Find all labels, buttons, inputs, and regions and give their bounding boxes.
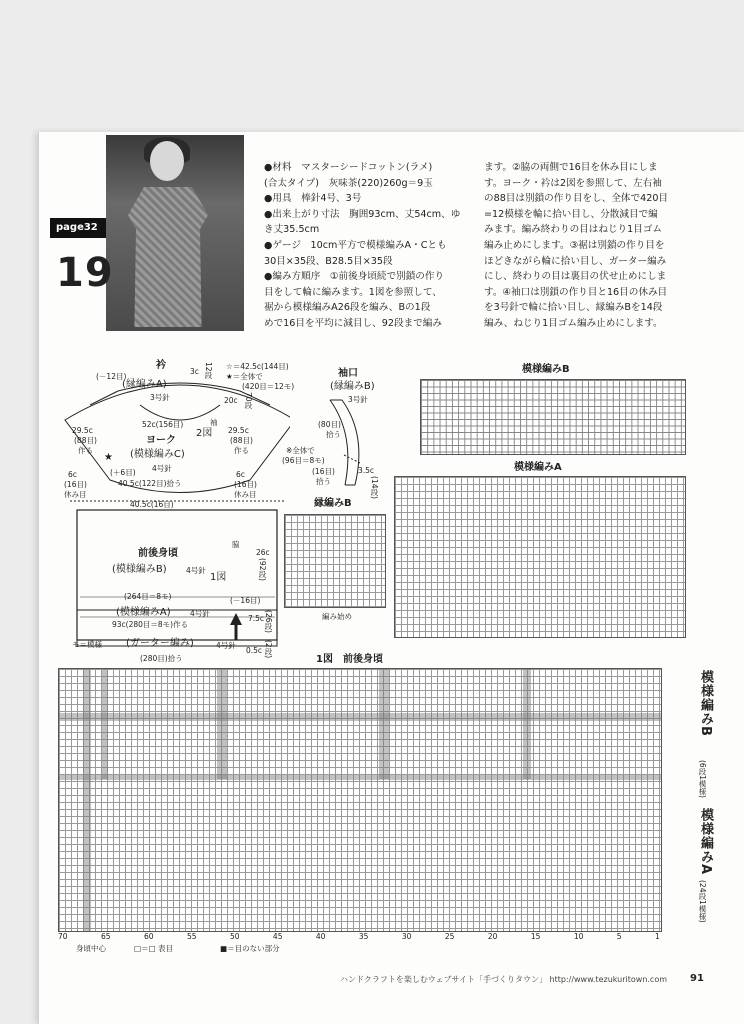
description-line: す。④袖口は別鎖の作り目と16目の休み目: [484, 286, 668, 298]
body-bottom-width: 93c(280目＝8モ)作る: [112, 620, 189, 629]
pick-122: 40.5c(122目)拾う: [118, 479, 182, 488]
side-mark: 脇: [232, 540, 240, 549]
main-chart-grid: [58, 668, 662, 932]
left-width3: 作る: [78, 446, 93, 455]
zero5: 0.5c: [246, 646, 263, 655]
patA-label: (模様編みA): [116, 607, 171, 618]
sleeve-rest: (16目): [312, 467, 335, 476]
right-width3: 作る: [234, 446, 249, 455]
x-tick: 60: [143, 932, 154, 941]
knit-top: [128, 187, 208, 327]
x-tick: 20: [487, 932, 498, 941]
description-line: =12模様を輪に拾い目し、分散減目で編: [484, 208, 658, 220]
moyou-legend: モ＝模様: [72, 640, 102, 649]
sleeve-title: 袖口: [338, 368, 358, 379]
x-tick: 35: [358, 932, 369, 941]
sleeve-width: 3.5c: [358, 466, 375, 475]
description-line: き丈35.5cm: [264, 224, 320, 236]
page-number: 91: [690, 973, 704, 984]
description-line: す。ヨーク・衿は2図を参照して、左右袖: [484, 177, 662, 189]
yoke-needle: 4号針: [152, 464, 172, 473]
body-height: 26c: [256, 548, 270, 557]
separator-row: [59, 775, 661, 780]
description-line: 30目×35段、B28.5目×35段: [264, 255, 393, 267]
sleeve-needle: 3号針: [348, 395, 368, 404]
star-note: ☆＝42.5c(144目): [226, 362, 289, 371]
description-line: みます。編み終わりの目はねじり1目ゴム: [484, 224, 663, 236]
body-sub: (模様編みB): [112, 564, 167, 575]
x-ticks: [58, 932, 660, 941]
pattern-number: 19: [56, 250, 114, 296]
plus6: (＋6目): [110, 468, 136, 477]
no-stitch-column: [102, 669, 108, 779]
right-label-b: 模様編みB: [698, 670, 713, 737]
left-width: 29.5c: [72, 426, 93, 435]
description-line: ●出来上がり寸法 胸囲93cm、丈54cm、ゆ: [264, 208, 461, 220]
right-label-b-sub: (6段1模様): [698, 760, 707, 798]
yoke-sub: (模様編みC): [130, 449, 185, 460]
model-photo: [106, 135, 244, 331]
body-needle: 4号針: [186, 566, 206, 575]
star2-note2: (420目＝12モ): [242, 382, 295, 391]
x-tick: 5: [616, 932, 622, 941]
collar-dec: (－12目): [96, 372, 127, 381]
sleeve-rest2: 拾う: [316, 477, 331, 486]
right-rest2: (16目): [234, 480, 257, 489]
seven5-rows: (26段): [264, 610, 273, 633]
description-col1: [264, 160, 460, 332]
description-line: 編み、ねじり1目ゴム編み止めにします。: [484, 317, 663, 329]
pattern-b-chart: [420, 379, 686, 455]
sleeve-note2: (96目＝8モ): [282, 456, 325, 465]
seven5: 7.5c: [248, 614, 265, 623]
sleeve-rows: (14段): [370, 476, 379, 499]
center-label: 身頃中心: [76, 944, 106, 953]
description-line: ●用具 棒針4号、3号: [264, 193, 362, 205]
main-chart-title: 1図 前後身頃: [316, 654, 383, 665]
sleeve-pick2: 拾う: [326, 430, 341, 439]
legend-nostitch: ■＝目のない部分: [220, 944, 280, 953]
page-tag-label: page32: [56, 222, 98, 233]
no-stitch-column: [217, 669, 227, 779]
twelve-rows: 12段: [204, 362, 213, 380]
star2-note: ★＝全体で: [226, 372, 263, 381]
right-rest: 6c: [236, 470, 245, 479]
sleeve-note: ※全体で: [286, 446, 315, 455]
description-line: ほどきながら輪に拾い目し、ガーター編み: [484, 255, 667, 267]
left-rest2: (16目): [64, 480, 87, 489]
edge-b-title: 縁編みB: [314, 498, 352, 509]
right-label-a: 模様編みA: [698, 808, 713, 876]
description-line: ●材料 マスターシードコットン(ラメ): [264, 162, 433, 173]
separator-row: [59, 713, 661, 721]
no-stitch-column: [523, 669, 531, 779]
x-tick: 10: [573, 932, 584, 941]
left-width2: (88目): [74, 436, 97, 445]
description-line: 目をして輪に編みます。1図を参照して、: [264, 286, 442, 298]
x-tick: 25: [444, 932, 455, 941]
x-tick: 1: [655, 932, 660, 941]
garter-pick: (280目)拾う: [140, 654, 183, 663]
x-tick: 30: [401, 932, 412, 941]
right-rest3: 休み目: [234, 490, 257, 499]
page-tag: [50, 218, 106, 238]
pattern-a-chart: [394, 476, 686, 638]
x-tick: 45: [272, 932, 283, 941]
description-line: (合太タイプ) 灰味茶(220)260g＝9玉: [264, 177, 433, 189]
star-mark: ★: [104, 452, 113, 463]
no-stitch-column: [83, 669, 91, 931]
description-line: ●編み方順序 ①前後身頃続で別鎖の作り: [264, 271, 445, 283]
sleeve-sub: (縁編みB): [330, 381, 375, 392]
x-tick: 50: [229, 932, 240, 941]
description-line: を3号針で輪に拾い目し、縁編みBを14段: [484, 302, 663, 314]
right-width2: (88目): [230, 436, 253, 445]
pattern-a-title: 模様編みA: [514, 462, 562, 473]
body-title: 前後身頃: [138, 548, 178, 559]
patA-needle: 4号針: [190, 609, 210, 618]
x-tick: 55: [186, 932, 197, 941]
left-rest3: 休み目: [64, 490, 87, 499]
garter-needle: 4号針: [216, 641, 236, 650]
description-line: ます。②脇の両側で16目を休み目にしま: [484, 162, 658, 173]
sleeve-mark: 袖: [210, 418, 218, 427]
body-dec: (－16目): [230, 596, 261, 605]
face: [150, 141, 184, 181]
no-stitch-column: [379, 669, 389, 779]
description-line: 裾から模様編みA26段を編み、Bの1段: [264, 302, 431, 314]
three-c: 3c: [190, 367, 199, 376]
description-line: 編み止めにします。③裾は別鎖の作り目を: [484, 239, 665, 251]
description-line: めで16目を平均に減目し、92段まで編み: [264, 317, 442, 329]
description-line: にし、終わりの目は裏目の伏せ止めにしま: [484, 271, 667, 283]
footer-text: ハンドクラフトを楽しむウェブサイト「手づくりタウン」 http://www.tezukuritown.com: [340, 975, 668, 984]
edge-b-chart: [284, 514, 386, 608]
x-tick: 65: [100, 932, 111, 941]
fig1-label: 1図: [210, 572, 227, 583]
fig2-label: 2図: [196, 428, 213, 439]
right-width: 29.5c: [228, 426, 249, 435]
garter-label: (ガーター編み): [126, 638, 194, 649]
sleeve-pick: (80目): [318, 420, 341, 429]
x-tick: 40: [315, 932, 326, 941]
zero5-rows: (2段): [264, 640, 273, 659]
x-tick: 70: [58, 932, 68, 941]
collar-title: 衿: [156, 360, 166, 371]
collar-sub: (縁編みA): [122, 379, 167, 390]
description-line: の88目は別鎖の作り目をし、全体で420目: [484, 193, 669, 205]
body-height2: (92段): [258, 558, 267, 581]
twenty-c: 20c: [224, 396, 238, 405]
right-label-a-sub: (24段1模様): [698, 880, 707, 923]
collar-needle: 3号針: [150, 393, 170, 402]
pattern-b-title: 模様編みB: [522, 364, 570, 375]
body-mid-width: (264目＝8モ): [124, 592, 172, 601]
body-top-width: 40.5c(16目): [130, 500, 174, 509]
description-line: ●ゲージ 10cm平方で模様編みA・Cとも: [264, 239, 447, 251]
description-col2: [484, 160, 668, 332]
x-tick: 15: [530, 932, 541, 941]
left-rest: 6c: [68, 470, 77, 479]
seventy-rows: 70段: [244, 392, 253, 410]
legend-knit: □＝□ 表目: [134, 944, 174, 953]
edge-b-caption: 編み始め: [322, 612, 352, 621]
yoke-title: ヨーク: [146, 435, 176, 446]
fifty-two: 52c(156目): [142, 420, 184, 429]
